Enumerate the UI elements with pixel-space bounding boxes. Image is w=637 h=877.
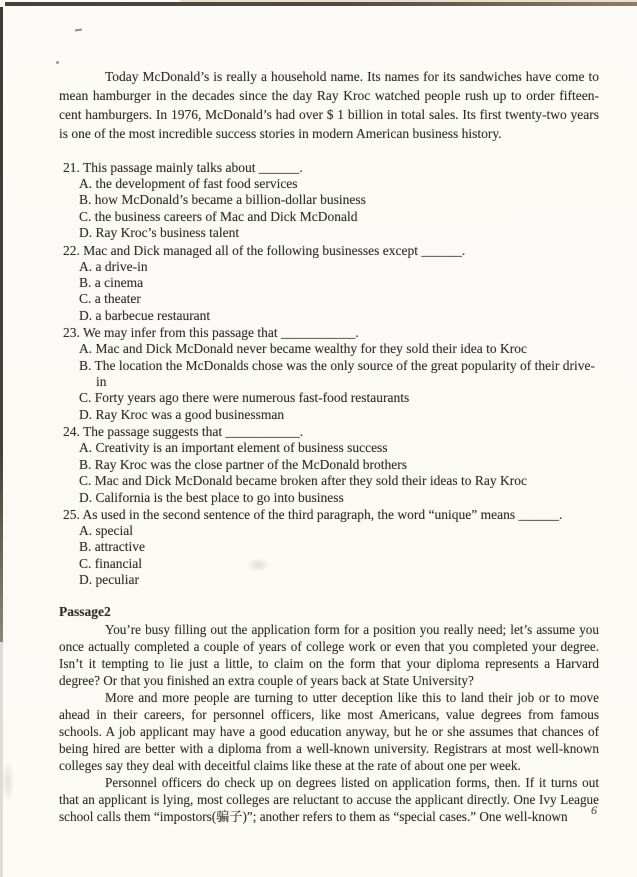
option-b: B. attractive bbox=[79, 539, 145, 555]
option-d: D. a barbecue restaurant bbox=[79, 307, 211, 323]
question-stem-text: We may infer from this passage that ___________. bbox=[83, 325, 359, 341]
option-c: C. financial bbox=[79, 555, 142, 571]
option-d: D. Ray Kroc was a good businessman bbox=[79, 406, 285, 422]
page-content bbox=[59, 67, 599, 825]
scan-speck bbox=[75, 29, 82, 32]
option-c: C. Forty years ago there were numerous fast-food restaurants bbox=[79, 390, 410, 406]
scan-speck bbox=[56, 61, 59, 64]
question-stem-text: Mac and Dick managed all of the following businesses except ______. bbox=[83, 242, 466, 258]
option-b: B. Ray Kroc was the close partner of the McDonald brothers bbox=[79, 456, 408, 472]
option-a: A. Mac and Dick McDonald never became wealthy for they sold their idea to Kroc bbox=[79, 341, 527, 357]
question-number: 23. bbox=[63, 325, 80, 341]
question-22 bbox=[63, 242, 599, 325]
passage2-paragraph-2: More and more people are turning to utter deception like this to land their job or to move ahead in their careers, for personnel officers, like most Americans, value degrees from famous schools. A job applicant may have a good education anyway, but he or she assumes that chances of being hired are better with a diploma from a well-known university. Registrars at most well-known colleges say they deal with deceitful claims like these at the rate of about one per week. bbox=[59, 689, 599, 773]
question-stem bbox=[63, 324, 599, 341]
question-stem bbox=[63, 423, 599, 440]
question-23 bbox=[63, 324, 599, 423]
question-number: 25. bbox=[63, 506, 80, 522]
option-d: D. peculiar bbox=[79, 572, 139, 588]
page-number: 6 bbox=[591, 803, 597, 817]
passage2-heading: Passage2 bbox=[59, 603, 111, 619]
scan-edge-left bbox=[0, 7, 3, 642]
option-d: D. California is the best place to go into business bbox=[79, 489, 344, 505]
option-c: C. the business careers of Mac and Dick McDonald bbox=[79, 208, 358, 224]
question-24 bbox=[63, 423, 599, 506]
question-21 bbox=[63, 159, 599, 242]
option-a: A. special bbox=[79, 522, 133, 538]
question-stem-text: The passage suggests that ___________. bbox=[83, 424, 304, 440]
question-stem bbox=[63, 506, 599, 523]
option-d: D. Ray Kroc’s business talent bbox=[79, 225, 240, 241]
question-list bbox=[63, 159, 599, 589]
option-c: C. a theater bbox=[79, 291, 141, 307]
question-stem bbox=[63, 159, 599, 176]
option-c: C. Mac and Dick McDonald became broken after they sold their ideas to Ray Kroc bbox=[79, 473, 527, 489]
question-number: 21. bbox=[63, 160, 80, 175]
option-a: A. Creativity is an important element of business success bbox=[79, 440, 388, 456]
option-b: B. how McDonald’s became a billion-dollar business bbox=[79, 192, 366, 208]
question-number: 22. bbox=[63, 242, 80, 258]
scan-smudge bbox=[2, 760, 14, 804]
passage1-paragraph: Today McDonald’s is really a household name. Its names for its sandwiches have come to mean hamburger in the decades since the day Ray Kroc watched people rush up to order fifteen-cent hamburgers. In 1976, McDonald’s had over $ 1 billion in total sales. Its first twenty-two years is one of the most incredible success stories in modern American business history. bbox=[59, 69, 599, 141]
question-25 bbox=[63, 506, 599, 589]
question-stem bbox=[63, 242, 599, 259]
passage2-paragraph-1: You’re busy filling out the application form for a position you really need; let’s assume you once actually completed a couple of years of college work or even that you completed your degree. Isn’t it tempting to lie just a little, to claim on the form that your diploma represents a Harvard degree? Or that you finished an extra couple of years back at State University? bbox=[59, 621, 599, 688]
passage2-paragraph-3: Personnel officers do check up on degrees listed on application forms, then. If it turns out that an applicant is lying, most colleges are reluctant to accuse the applicant directly. One Ivy League school calls them “impostors(骗子)”; another refers to them as “special cases.” One well-known bbox=[59, 774, 599, 824]
option-a: A. the development of fast food services bbox=[79, 176, 298, 191]
question-stem-text: As used in the second sentence of the third paragraph, the word “unique” means ______. bbox=[82, 506, 563, 522]
scan-edge-top bbox=[5, 2, 637, 6]
option-a: A. a drive-in bbox=[79, 258, 148, 274]
question-number: 24. bbox=[63, 424, 80, 440]
question-stem-text: This passage mainly talks about ______. bbox=[83, 160, 303, 175]
option-b: B. a cinema bbox=[79, 275, 144, 291]
option-b: B. The location the McDonalds chose was the only source of the great popularity of their drive-in bbox=[79, 357, 595, 390]
